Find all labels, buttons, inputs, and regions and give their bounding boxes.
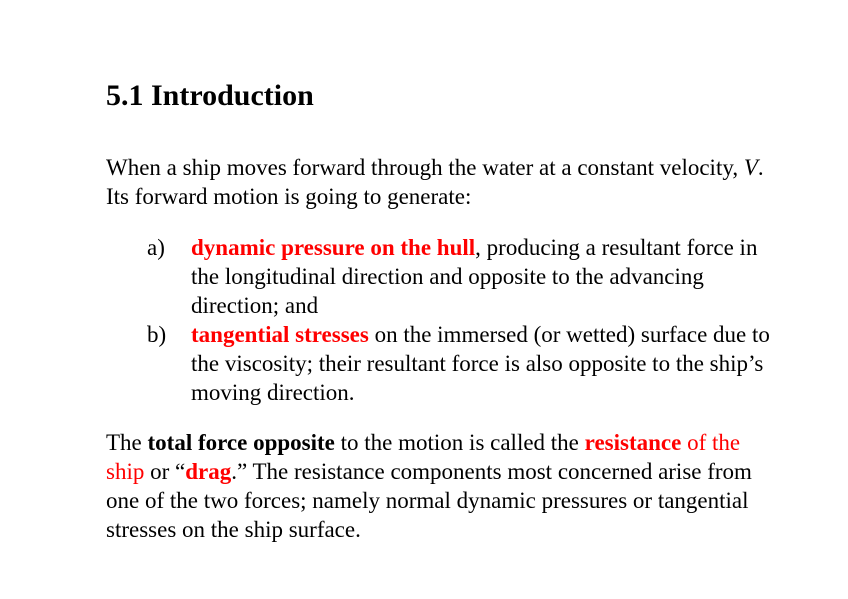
drag-term: drag [185, 459, 232, 484]
section-title: 5.1 Introduction [106, 79, 314, 112]
list-text-b: on the immersed (or wetted) surface due to the viscosity; their resultant force is also opposite to the ship’s moving direction. [191, 322, 770, 405]
list-text-a: , producing a resultant force in the longitudinal direction and opposite to the advancing direction; and [191, 235, 758, 318]
force-list [106, 233, 786, 407]
intro-text-1: When a ship moves forward through the water at a constant velocity, [106, 155, 744, 180]
list-marker-b: b) [147, 322, 167, 347]
closing-text-1: The [106, 430, 148, 455]
closing-text-3: or “ [144, 459, 186, 484]
list-marker-a: a) [147, 235, 165, 260]
intro-paragraph [106, 153, 766, 211]
velocity-symbol: V [743, 155, 758, 180]
closing-text-2: to the motion is called the [334, 430, 585, 455]
highlight-tangential-stresses: tangential stresses [191, 322, 369, 347]
intro-text-2: . Its forward motion is going to generate: [106, 155, 764, 209]
of-the-ship-text: of the ship [106, 430, 741, 484]
total-force-term: total force opposite [147, 430, 335, 455]
list-item-b [106, 320, 786, 407]
resistance-term: resistance [584, 430, 682, 455]
list-item-a [106, 233, 786, 320]
closing-paragraph [106, 428, 766, 544]
highlight-dynamic-pressure: dynamic pressure on the hull [191, 235, 476, 260]
closing-text-4: .” The resistance components most concerned arise from one of the two forces; namely normal dynamic pressures or tangential stresses on the ship surface. [106, 459, 752, 542]
